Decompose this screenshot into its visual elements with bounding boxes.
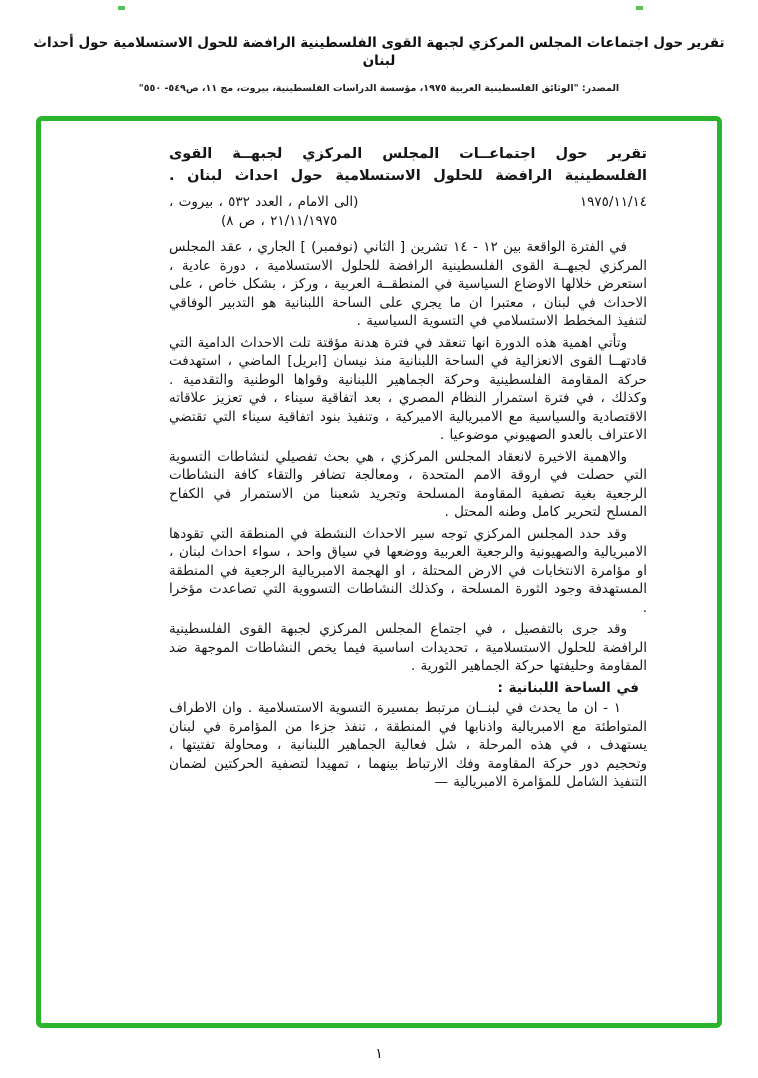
page-title: تقرير حول اجتماعات المجلس المركزي لجبهة القوى الفلسطينية الرافضة للحول الاستسلامية حول أحداث لبنان [33,35,725,69]
paragraph: والاهمية الاخيرة لانعقاد المجلس المركزي ، هي بحث تفصيلي لنشاطات التسوية التي حصلت في اروقة الامم المتحدة ، ومعالجة تضافر والتقاء كافة النشاطات الرجعية بغية تصفية المقاومة المسلحة وتجريد شعبنا من الاستمرار في الكفاح المسلح لتحرير كامل وطنه المحتل . [169,448,647,520]
date-citation-row [169,193,647,212]
paragraph: وقد حدد المجلس المركزي توجه سير الاحداث النشطة في المنطقة التي تقودها الامبريالية والصهيونية والرجعية العربية ووضعها في سياق واحد ، سواء احداث لبنان ، او مؤامرة الانتخابات في الارض المحتلة ، او الهجمة الامبريالية الرجعية في المنطقة المستهدفة وجود الثورة المسلحة ، وكذلك النشاطات التسووية التي تصاعدت مؤخرا . [169,525,647,616]
paragraph: في الفترة الواقعة بين ١٢ - ١٤ تشرين [ الثاني (نوفمبر) ] الجاري ، عقد المجلس المركزي لجبهــة القوى الفلسطينية الرافضة للحلول الاستسلامية ، دورة عادية ، استعرض خلالها الاوضاع السياسية في المنطقــة العربية ، وركز ، بشكل خاص ، على الاحداث في لبنان ، معتبرا ان ما يجري على الساحة اللبنانية هو التدبير الوفاقي لتنفيذ المخطط الاستسلامي في التسوية السياسية . [169,239,647,329]
crop-mark-left [118,6,125,10]
citation-part-2: ٢١/١١/١٩٧٥ ، ص ٨) [221,212,338,229]
document-content [169,143,647,792]
document-date: ١٩٧٥/١١/١٤ [579,194,647,210]
numbered-item-1: ١ - ان ما يحدث في لبنــان مرتبط بمسيرة التسوية الاستسلامية . وان الاطراف المتواطئة مع الامبريالية واذنابها في المنطقة ، تنفذ جزءا من المؤامرة في لبنان يستهدف ، في هذه المرحلة ، شل فعالية الجماهير اللبنانية ، ومحاولة تفتيتها ، وتحجيم دور حركة المقاومة وفك الارتباط بينهما ، تمهيدا لتصفية الحركتين لضمان التنفيذ الشامل للمؤامرة الامبريالية — [169,700,647,790]
document-title-line-1: تقرير حول اجتماعــات المجلس المركزي لجبهــة القوى [169,146,647,162]
document-title-line-2: الفلسطينية الرافضة للحلول الاستسلامية حول احداث لبنان . [169,168,647,184]
source-citation: المصدر: "الوثائق الفلسطينية العربية ١٩٧٥، مؤسسة الدراسات الفلسطينية، بيروت، مج ١١، ص٥٤٩- ٥٥٠" [138,83,620,94]
paragraph: وقد جرى بالتفصيل ، في اجتماع المجلس المركزي لجبهة القوى الفلسطينية الرافضة للحلول الاستسلامية ، تحديدات اساسية فيما يخص النشاطات الموجهة ضد المقاومة وحليفتها حركة الجماهير الثورية . [169,621,647,674]
document-frame [36,116,722,1028]
crop-mark-right [636,6,643,10]
paragraph: وتأتي اهمية هذه الدورة انها تنعقد في فترة هدنة مؤقتة تلت الاحداث الدامية التي قادتهــا القوى الانعزالية في الساحة اللبنانية منذ نيسان [ابريل] الماضي ، استهدفت حركة المقاومة الفلسطينية وحركة الجماهير اللبنانية وقواها الوطنية والتقدمية . وكذلك ، في فترة استمرار النظام المصري ، بعد اتفاقية سيناء ، في تعزيز علاقاته الاقتصادية والسياسية مع الامبريالية الاميركية ، وتنفيذ بنود اتفاقية سيناء التي تقتضي الاعتراف بالعدو الصهيوني موضوعيا . [169,334,647,443]
citation-part-1: (الى الامام ، العدد ٥٣٢ ، بيروت ، [169,194,359,210]
section-heading: في الساحة اللبنانية : [497,679,639,696]
page-header [20,34,738,96]
page-number: ١ [375,1046,383,1062]
